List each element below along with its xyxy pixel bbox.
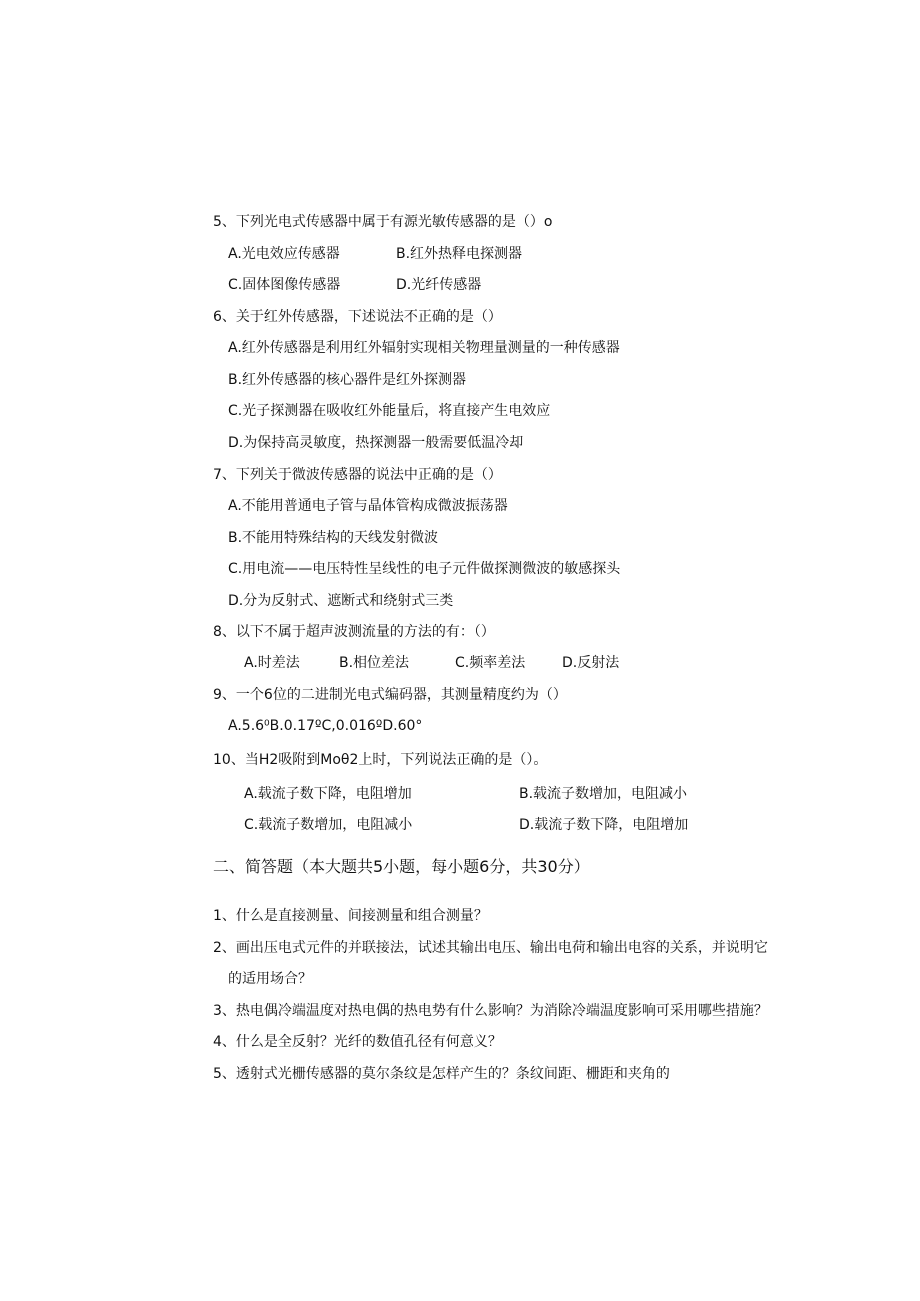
question-10: 10、当H2吸附到Moθ2上时，下列说法正确的是（）。 bbox=[213, 752, 548, 768]
q5-option-a: A.光电效应传感器 bbox=[228, 246, 340, 262]
question-5: 5、下列光电式传感器中属于有源光敏传感器的是（）o bbox=[213, 214, 553, 230]
q10-option-d: D.载流子数下降，电阻增加 bbox=[519, 817, 689, 833]
q6-option-d: D.为保持高灵敏度，热探测器一般需要低温冷却 bbox=[228, 435, 524, 451]
short-answer-line-4: 4、什么是全反射？光纤的数值孔径有何意义？ bbox=[213, 1034, 502, 1050]
q8-option-c: C.频率差法 bbox=[455, 655, 526, 671]
q7-option-b: B.不能用特殊结构的天线发射微波 bbox=[228, 530, 439, 546]
q10-option-a: A.载流子数下降，电阻增加 bbox=[244, 786, 412, 802]
short-answer-line-2-cont: 的适用场合？ bbox=[228, 971, 312, 987]
question-6: 6、关于红外传感器，下述说法不正确的是（） bbox=[213, 309, 502, 325]
q5-option-d: D.光纤传感器 bbox=[396, 277, 482, 293]
q8-option-a: A.时差法 bbox=[244, 655, 300, 671]
q8-option-b: B.相位差法 bbox=[339, 655, 410, 671]
q6-option-a: A.红外传感器是利用红外辐射实现相关物理量测量的一种传感器 bbox=[228, 340, 620, 356]
short-answer-line-5: 5、透射式光栅传感器的莫尔条纹是怎样产生的？条纹间距、栅距和夹角的 bbox=[213, 1066, 670, 1082]
short-answer-line-2: 2、画出压电式元件的并联接法，试述其输出电压、输出电荷和输出电容的关系，并说明它 bbox=[213, 940, 768, 956]
short-answer-line-3: 3、热电偶冷端温度对热电偶的热电势有什么影响？为消除冷端温度影响可采用哪些措施？ bbox=[213, 1003, 768, 1019]
q8-option-d: D.反射法 bbox=[562, 655, 620, 671]
q5-option-c: C.固体图像传感器 bbox=[228, 277, 341, 293]
q5-option-b: B.红外热释电探测器 bbox=[396, 246, 523, 262]
q10-option-c: C.载流子数增加，电阻减小 bbox=[244, 817, 413, 833]
question-9: 9、一个6位的二进制光电式编码器，其测量精度约为（） bbox=[213, 687, 567, 703]
q6-option-c: C.光子探测器在吸收红外能量后，将直接产生电效应 bbox=[228, 403, 551, 419]
q10-option-b: B.载流子数增加，电阻减小 bbox=[519, 786, 688, 802]
section-heading-short-answer: 二、简答题（本大题共5小题，每小题6分，共30分） bbox=[213, 857, 590, 876]
q7-option-a: A.不能用普通电子管与晶体管构成微波振荡器 bbox=[228, 498, 508, 514]
q7-option-d: D.分为反射式、遮断式和绕射式三类 bbox=[228, 593, 454, 609]
q6-option-b: B.红外传感器的核心器件是红外探测器 bbox=[228, 372, 467, 388]
short-answer-line-1: 1、什么是直接测量、间接测量和组合测量？ bbox=[213, 908, 488, 924]
q7-option-c: C.用电流——电压特性呈线性的电子元件做探测微波的敏感探头 bbox=[228, 561, 621, 577]
question-8: 8、以下不属于超声波测流量的方法的有：（） bbox=[213, 624, 495, 640]
q9-options: A.5.6⁰B.0.17ºC,0.016ºD.60° bbox=[228, 718, 423, 734]
question-7: 7、下列关于微波传感器的说法中正确的是（） bbox=[213, 467, 502, 483]
